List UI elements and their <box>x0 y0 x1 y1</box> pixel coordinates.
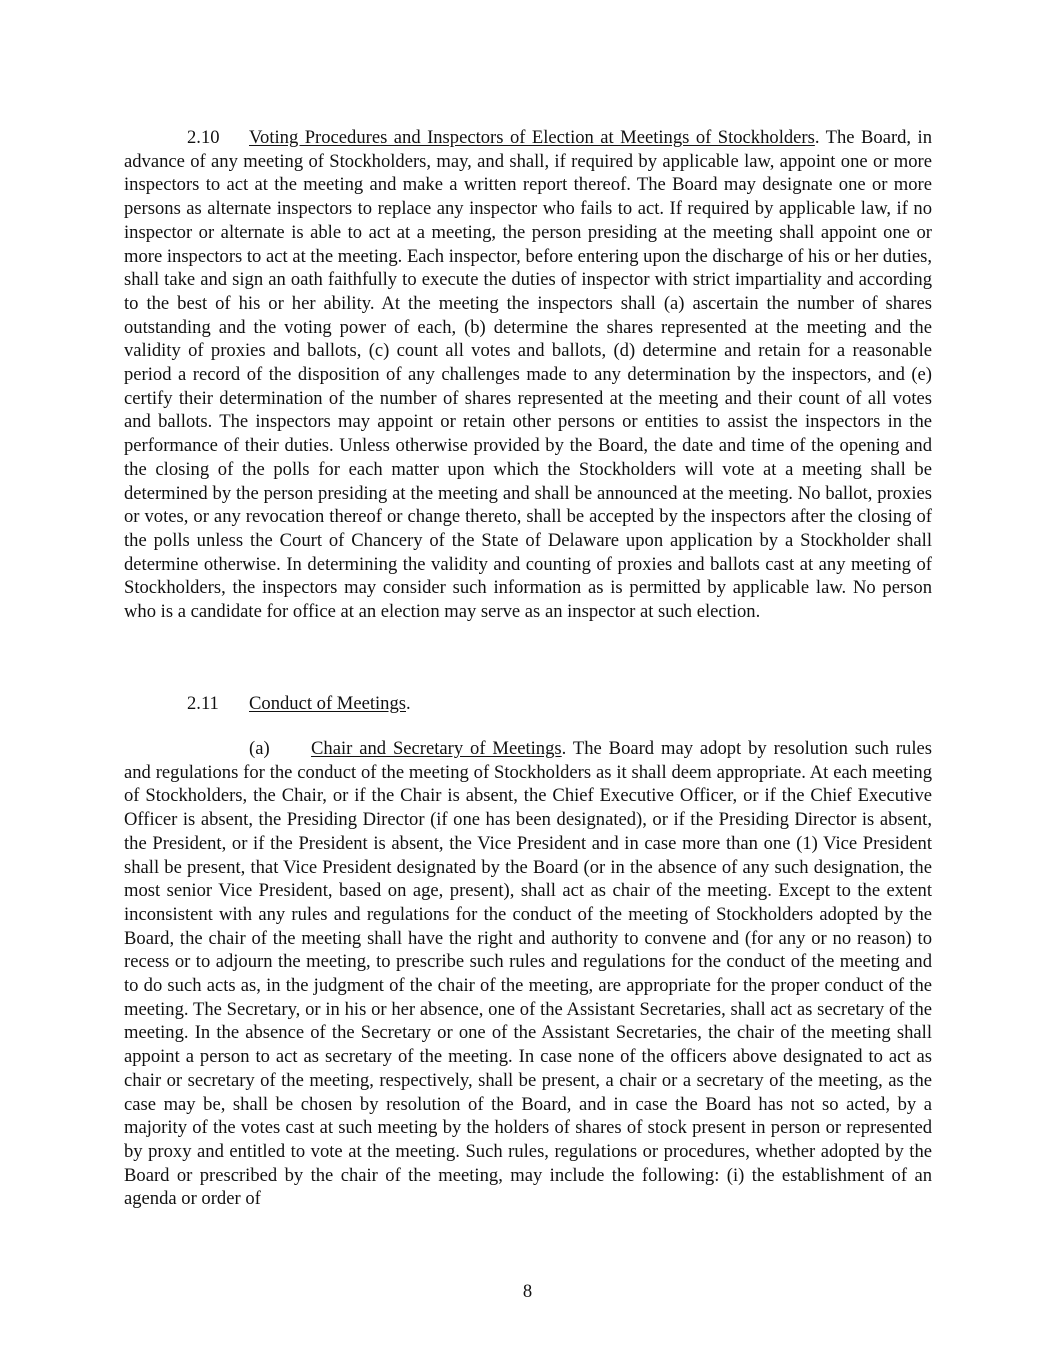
section-heading: Voting Procedures and Inspectors of Election at Meetings of Stockholders <box>249 127 815 148</box>
section-heading: Conduct of Meetings <box>249 693 406 714</box>
subsection-number: (a) <box>249 738 270 759</box>
subsection-a-paragraph <box>124 737 932 1211</box>
subsection-heading: Chair and Secretary of Meetings <box>311 738 562 759</box>
heading-punctuation: . <box>561 738 567 759</box>
subsection-body: The Board may adopt by resolution such rules and regulations for the conduct of the meeting of Stockholders as it shall deem appropriate. At each meeting of Stockholders, the Chair, or if the Chair is absent, the Chief Executive Officer, or if the Chief Executive Officer is absent, the Presiding Director (if one has been designated), or if the Presiding Director is absent, the President, or if the President is absent, the Vice President and in case more than one (1) Vice President shall be present, that Vice President designated by the Board (or in the absence of any such designation, the most senior Vice President, based on age, present), shall act as chair of the meeting. Except to the extent inconsistent with any rules and regulations for the conduct of the meeting of Stockholders adopted by the Board, the chair of the meeting shall have the right and authority to convene and (for any or no reason) to recess or to adjourn the meeting, to prescribe such rules and regulations for the conduct of the meeting and to do such acts as, in the judgment of the chair of the meeting, are appropriate for the proper conduct of the meeting. The Secretary, or in his or her absence, one of the Assistant Secretaries, shall act as secretary of the meeting. In the absence of the Secretary or one of the Assistant Secretaries, the chair of the meeting shall appoint a person to act as secretary of the meeting. In case none of the officers above designated to act as chair or secretary of the meeting, respectively, shall be present, a chair or a secretary of the meeting, as the case may be, shall be chosen by resolution of the Board, and in case the Board has not so acted, by a majority of the votes cast at such meeting by the holders of shares of stock present in person or represented by proxy and entitled to vote at the meeting. Such rules, regulations or procedures, whether adopted by the Board or prescribed by the chair of the meeting, may include the following: (i) the establishment of an agenda or order of <box>124 738 932 1210</box>
section-2-11-heading-line <box>124 692 932 716</box>
section-body: The Board, in advance of any meeting of Stockholders, may, and shall, if required by applicable law, appoint one or more inspectors to act at the meeting and make a written report thereof. The Board may designate one or more persons as alternate inspectors to replace any inspector who fails to act. If required by applicable law, if no inspector or alternate is able to act at a meeting, the person presiding at the meeting shall appoint one or more inspectors to act at the meeting. Each inspector, before entering upon the discharge of his or her duties, shall take and sign an oath faithfully to execute the duties of inspector with strict impartiality and according to the best of his or her ability. At the meeting the inspectors shall (a) ascertain the number of shares outstanding and the voting power of each, (b) determine the shares represented at the meeting and the validity of proxies and ballots, (c) count all votes and ballots, (d) determine and retain for a reasonable period a record of the disposition of any challenges made to any determination by the inspectors, and (e) certify their determination of the number of shares represented at the meeting and their count of all votes and ballots. The inspectors may appoint or retain other persons or entities to assist the inspectors in the performance of their duties. Unless otherwise provided by the Board, the date and time of the opening and the closing of the polls for each matter upon which the Stockholders will vote at a meeting shall be determined by the person presiding at the meeting and shall be announced at the meeting. No ballot, proxies or votes, or any revocation thereof or change thereto, shall be accepted by the inspectors after the closing of the polls unless the Court of Chancery of the State of Delaware upon application by a Stockholder shall determine otherwise. In determining the validity and counting of proxies and ballots cast at any meeting of Stockholders, the inspectors may consider such information as is permitted by applicable law. No person who is a candidate for office at an election may serve as an inspector at such election. <box>124 127 932 623</box>
page-number: 8 <box>522 1281 533 1302</box>
heading-punctuation: . <box>406 693 411 714</box>
heading-punctuation: . <box>814 127 820 148</box>
section-2-10-paragraph <box>124 126 932 624</box>
section-number: 2.10 <box>187 127 220 148</box>
section-number: 2.11 <box>187 693 219 714</box>
